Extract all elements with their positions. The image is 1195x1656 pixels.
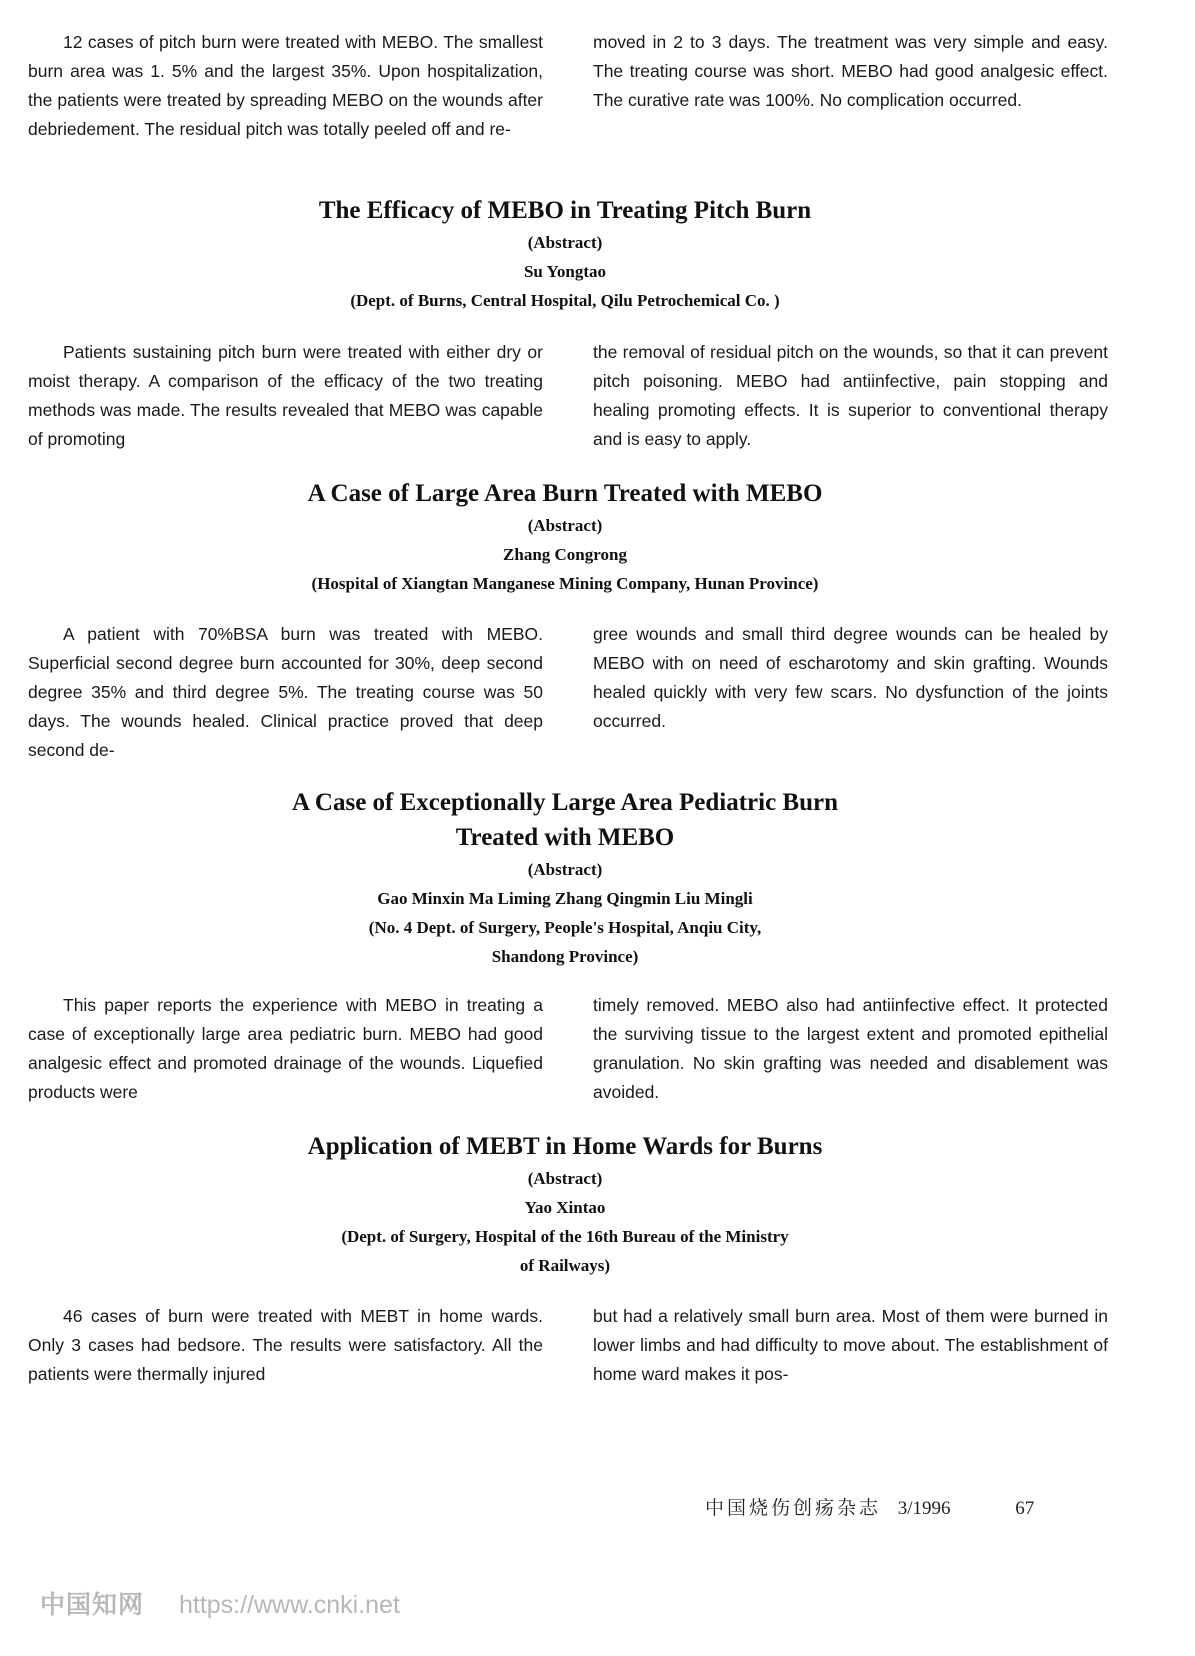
section-3-left-column <box>28 991 543 1107</box>
section-3-right-text: timely removed. MEBO also had antiinfective effect. It protected the surviving tissue to the largest extent and promoted epithelial granulation. No skin grafting was needed and disablement was avoided. <box>593 995 1108 1102</box>
section-0-body <box>28 28 1108 144</box>
journal-name: 中国烧伤创疡杂志 <box>705 1498 882 1519</box>
section-0-left-column <box>28 28 543 144</box>
section-1-left-text: Patients sustaining pitch burn were treated with either dry or moist therapy. A comparison of the efficacy of the two treating methods was made. The results revealed that MEBO was capable of promoting <box>28 342 543 449</box>
section-1-affiliation: (Dept. of Burns, Central Hospital, Qilu Petrochemical Co. ) <box>350 291 780 310</box>
cnki-watermark <box>40 1585 400 1621</box>
cnki-url: https://www.cnki.net <box>178 1591 400 1619</box>
section-1-authors: Su Yongtao <box>523 262 607 281</box>
section-3-title-line-2: Treated with MEBO <box>455 824 675 851</box>
section-2-right-column <box>593 620 1108 765</box>
section-2-abstract-label: (Abstract) <box>527 516 603 535</box>
section-4-left-column <box>28 1302 543 1389</box>
section-4-abstract-label: (Abstract) <box>527 1169 603 1188</box>
section-1-heading <box>0 193 1130 315</box>
cnki-logo-text: 中国知网 <box>40 1591 145 1619</box>
section-3-affiliation-line-1: (No. 4 Dept. of Surgery, People's Hospital, Anqiu City, <box>368 918 762 937</box>
section-4-right-text: but had a relatively small burn area. Most of them were burned in lower limbs and had difficulty to move about. The establishment of home ward makes it pos- <box>593 1306 1108 1384</box>
page-number: 67 <box>1015 1498 1035 1519</box>
section-2-body <box>28 620 1108 765</box>
section-1-right-column <box>593 338 1108 454</box>
section-3-abstract-label: (Abstract) <box>527 860 603 879</box>
section-4-right-column <box>593 1302 1108 1389</box>
section-3-left-text: This paper reports the experience with MEBO in treating a case of exceptionally large area pediatric burn. MEBO had good analgesic effect and promoted drainage of the wounds. Liquefied products were <box>28 995 543 1102</box>
section-4-left-text: 46 cases of burn were treated with MEBT in home wards. Only 3 cases had bedsore. The results were satisfactory. All the patients were thermally injured <box>28 1306 543 1384</box>
section-4-affiliation-line-2: of Railways) <box>519 1256 611 1275</box>
section-2-authors: Zhang Congrong <box>503 545 627 564</box>
section-0-left-text: 12 cases of pitch burn were treated with MEBO. The smallest burn area was 1. 5% and the largest 35%. Upon hospitalization, the patients were treated by spreading MEBO on the wounds after debriedement. The residual pitch was totally peeled off and re- <box>28 32 543 139</box>
section-3-affiliation-line-2: Shandong Province) <box>491 947 639 966</box>
section-3-title-line-1: A Case of Exceptionally Large Area Pediatric Burn <box>291 789 838 816</box>
section-0-right-column <box>593 28 1108 144</box>
section-2-heading <box>0 476 1130 598</box>
section-3-heading <box>0 785 1130 971</box>
section-1-title: The Efficacy of MEBO in Treating Pitch Burn <box>318 197 812 224</box>
section-2-affiliation: (Hospital of Xiangtan Manganese Mining Company, Hunan Province) <box>311 574 819 593</box>
section-1-right-text: the removal of residual pitch on the wounds, so that it can prevent pitch poisoning. MEBO had antiinfective, pain stopping and healing promoting effects. It is superior to conventional therapy and is easy to apply. <box>593 342 1108 449</box>
section-2-left-column <box>28 620 543 765</box>
section-3-right-column <box>593 991 1108 1107</box>
section-4-authors: Yao Xintao <box>524 1198 606 1217</box>
issue-number: 3/1996 <box>897 1498 951 1519</box>
section-2-right-text: gree wounds and small third degree wounds can be healed by MEBO with on need of escharotomy and skin grafting. Wounds healed quickly with very few scars. No dysfunction of the joints occurred. <box>593 624 1108 731</box>
section-2-title: A Case of Large Area Burn Treated with MEBO <box>307 480 823 507</box>
section-3-authors: Gao Minxin Ma Liming Zhang Qingmin Liu Mingli <box>377 889 753 908</box>
section-1-abstract-label: (Abstract) <box>527 233 603 252</box>
section-4-title: Application of MEBT in Home Wards for Burns <box>307 1133 823 1160</box>
page-footer <box>705 1493 1034 1520</box>
section-2-left-text: A patient with 70%BSA burn was treated with MEBO. Superficial second degree burn accounted for 30%, deep second degree 35% and third degree 5%. The treating course was 50 days. The wounds healed. Clinical practice proved that deep second de- <box>28 624 543 760</box>
section-3-body <box>28 991 1108 1107</box>
section-0-right-text: moved in 2 to 3 days. The treatment was very simple and easy. The treating course was short. MEBO had good analgesic effect. The curative rate was 100%. No complication occurred. <box>593 32 1108 110</box>
section-4-heading <box>0 1129 1130 1280</box>
section-1-body <box>28 338 1108 454</box>
section-1-left-column <box>28 338 543 454</box>
section-4-body <box>28 1302 1108 1389</box>
section-4-affiliation-line-1: (Dept. of Surgery, Hospital of the 16th Bureau of the Ministry <box>341 1227 789 1246</box>
